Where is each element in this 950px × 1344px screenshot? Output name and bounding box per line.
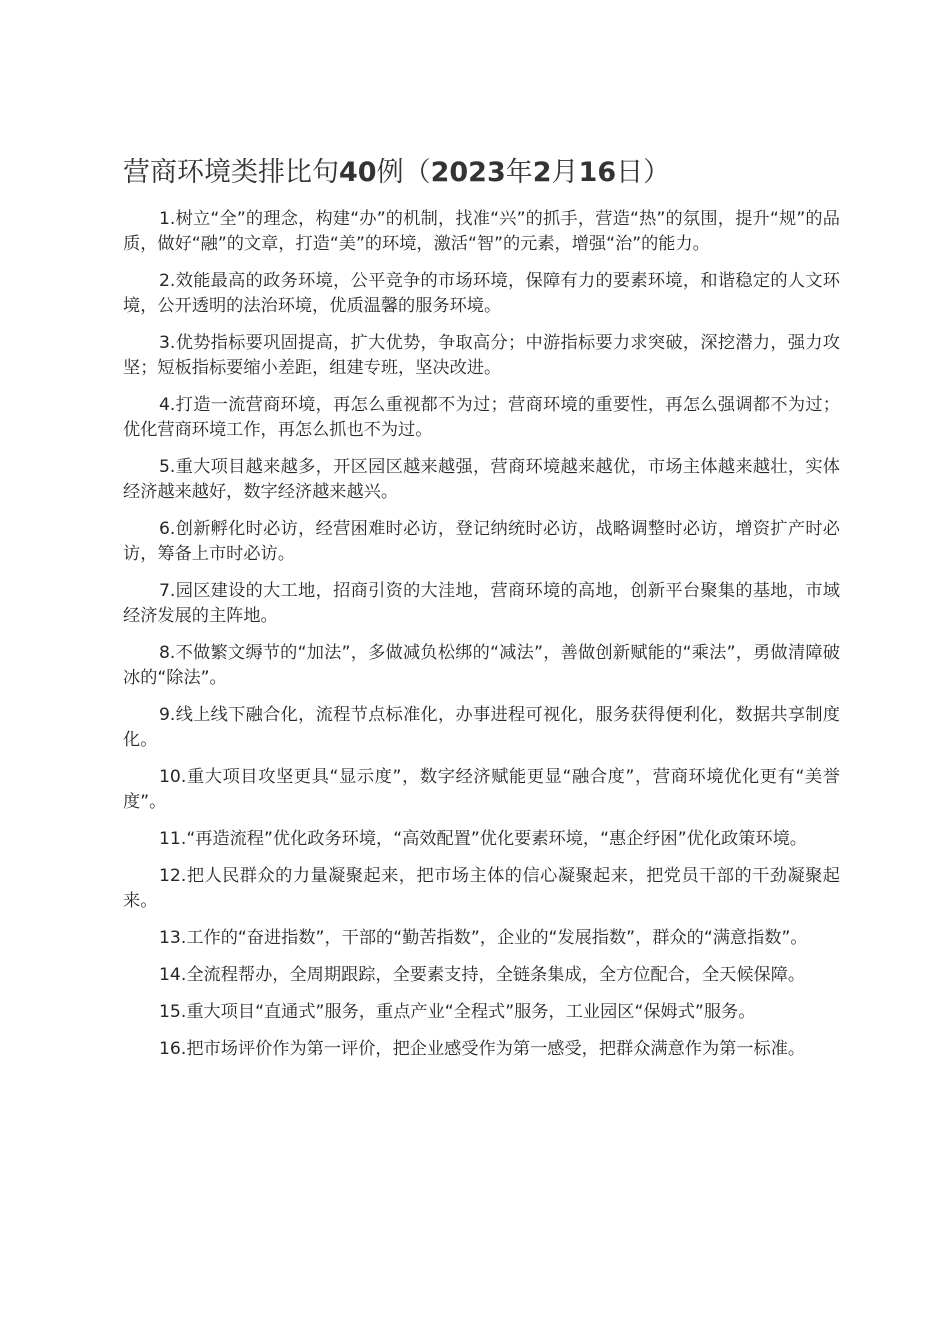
title-prefix: 营商环境类排比句 bbox=[123, 157, 339, 188]
parallel-sentence-list bbox=[123, 207, 840, 1074]
title-month-unit: 月 bbox=[551, 157, 579, 188]
list-item: 1.树立“全”的理念，构建“办”的机制，找准“兴”的抓手，营造“热”的氛围，提升“规”的品质，做好“融”的文章，打造“美”的环境，激活“智”的元素，增强“治”的能力。 bbox=[123, 209, 840, 254]
list-item: 3.优势指标要巩固提高，扩大优势，争取高分；中游指标要力求突破，深挖潜力，强力攻坚；短板指标要缩小差距，组建专班，坚决改进。 bbox=[123, 333, 840, 378]
title-year: 2023 bbox=[430, 157, 506, 188]
list-item: 12.把人民群众的力量凝聚起来，把市场主体的信心凝聚起来，把党员干部的干劲凝聚起来。 bbox=[123, 866, 840, 911]
title-day: 16 bbox=[578, 157, 617, 188]
title-year-unit: 年 bbox=[505, 157, 533, 188]
title-day-unit: 日） bbox=[616, 157, 671, 188]
document-title bbox=[123, 151, 843, 195]
list-item: 9.线上线下融合化，流程节点标准化，办事进程可视化，服务获得便利化，数据共享制度化。 bbox=[123, 705, 840, 750]
list-item: 8.不做繁文缛节的“加法”，多做减负松绑的“减法”，善做创新赋能的“乘法”，勇做清障破冰的“除法”。 bbox=[123, 643, 840, 688]
list-item: 15.重大项目“直通式”服务，重点产业“全程式”服务，工业园区“保姆式”服务。 bbox=[159, 1002, 756, 1022]
title-count: 40 bbox=[339, 157, 377, 188]
list-item: 16.把市场评价作为第一评价，把企业感受作为第一感受，把群众满意作为第一标准。 bbox=[159, 1039, 806, 1059]
list-item: 2.效能最高的政务环境，公平竞争的市场环境，保障有力的要素环境，和谐稳定的人文环境，公开透明的法治环境，优质温馨的服务环境。 bbox=[123, 271, 840, 316]
list-item: 14.全流程帮办，全周期跟踪，全要素支持，全链条集成，全方位配合，全天候保障。 bbox=[159, 965, 806, 985]
list-item: 13.工作的“奋进指数”，干部的“勤苦指数”，企业的“发展指数”，群众的“满意指数”。 bbox=[159, 928, 808, 948]
title-month: 2 bbox=[532, 157, 552, 188]
list-item: 4.打造一流营商环境，再怎么重视都不为过；营商环境的重要性，再怎么强调都不为过；优化营商环境工作，再怎么抓也不为过。 bbox=[123, 395, 840, 440]
list-item: 6.创新孵化时必访，经营困难时必访，登记纳统时必访，战略调整时必访，增资扩产时必访，筹备上市时必访。 bbox=[123, 519, 840, 564]
list-item: 10.重大项目攻坚更具“显示度”，数字经济赋能更显“融合度”，营商环境优化更有“美誉度”。 bbox=[123, 767, 840, 812]
list-item: 11.“再造流程”优化政务环境，“高效配置”优化要素环境，“惠企纾困”优化政策环境。 bbox=[159, 829, 807, 849]
list-item: 5.重大项目越来越多，开区园区越来越强，营商环境越来越优，市场主体越来越壮，实体经济越来越好，数字经济越来越兴。 bbox=[123, 457, 840, 502]
list-item: 7.园区建设的大工地，招商引资的大洼地，营商环境的高地，创新平台聚集的基地，市域经济发展的主阵地。 bbox=[123, 581, 840, 626]
title-suffix: 例（ bbox=[376, 157, 431, 188]
